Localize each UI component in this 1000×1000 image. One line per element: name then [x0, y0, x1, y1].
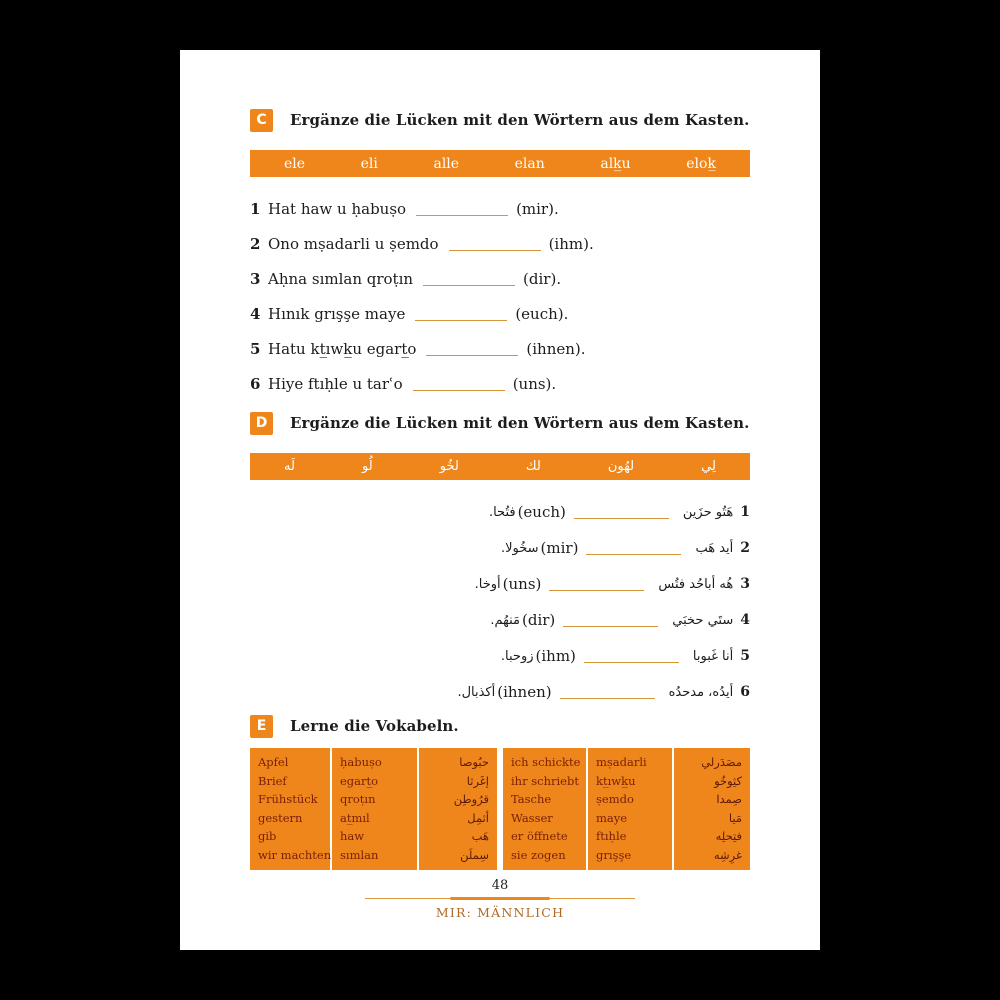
- vocab-entry-syriac: كثِوخُو: [714, 773, 742, 788]
- vocab-entry: at̲mıl: [340, 810, 370, 825]
- vocab-entry: ftıḥle: [596, 829, 627, 843]
- section-e-title: Lerne die Vokabeln.: [290, 717, 459, 735]
- item-syriac-end: سخُولا.: [500, 540, 539, 556]
- box-word: ele: [284, 155, 306, 172]
- vocab-entry: maye: [596, 810, 628, 825]
- vocab-column-script-right: [674, 748, 750, 870]
- item-text: Hiye ftıḥle u tarʿo: [268, 374, 403, 393]
- box-word: elok̲: [686, 155, 716, 172]
- box-word: alk̲u: [600, 155, 631, 172]
- footer-rule-thick: [450, 897, 550, 900]
- item-pronoun: (euch): [517, 503, 566, 521]
- item-syriac-phrase: أيدُه، مدحدُه: [668, 684, 734, 700]
- item-text: Hınık grışşe maye: [268, 304, 406, 323]
- item-text: Ono mṣadarli u ṣemdo: [268, 234, 439, 253]
- item-number: 3: [740, 576, 750, 592]
- box-word-syriac: لُو: [362, 459, 373, 474]
- item-syriac-end: أكذبال.: [457, 684, 496, 700]
- exercise-item: [250, 226, 750, 261]
- section-c-word-box: [250, 150, 750, 177]
- vocab-entry: wir machten: [258, 847, 332, 862]
- item-number: 1: [740, 504, 750, 520]
- box-word: alle: [433, 155, 460, 172]
- answer-blank: [549, 577, 644, 591]
- vocab-entry: mṣadarli: [596, 755, 647, 769]
- item-number: 6: [250, 374, 261, 393]
- vocab-entry-syriac: هَب: [471, 829, 489, 843]
- vocab-entry-syriac: قرُوطِن: [453, 792, 489, 806]
- vocab-entry: gestern: [258, 810, 303, 825]
- item-syriac-end: مَنهُم.: [490, 612, 520, 628]
- vocab-entry-syriac: إغَرثا: [466, 773, 489, 788]
- vocab-entry-syriac: غرِشِه: [713, 847, 742, 862]
- vocab-entry: sie zogen: [511, 847, 566, 862]
- vocab-entry: Apfel: [258, 755, 289, 769]
- vocab-entry: Tasche: [511, 792, 552, 806]
- item-pronoun: (uns).: [512, 374, 557, 393]
- answer-blank: [415, 307, 507, 321]
- page-content: [250, 50, 750, 920]
- item-number: 4: [250, 304, 261, 323]
- section-d-header: [250, 411, 750, 435]
- answer-blank: [423, 272, 515, 286]
- vocab-entry: Brief: [258, 773, 287, 788]
- item-syriac-end: زوحبا.: [500, 648, 534, 664]
- vocab-column-script-left: [419, 748, 497, 870]
- vocab-column-translit-left: [332, 748, 417, 870]
- section-c-badge: C: [250, 109, 273, 132]
- exercise-item: [250, 261, 750, 296]
- item-number: 4: [740, 612, 750, 628]
- item-number: 6: [740, 684, 750, 700]
- section-c-exercises: [250, 191, 750, 401]
- item-number: 5: [740, 648, 750, 664]
- exercise-item: [250, 366, 750, 401]
- item-number: 3: [250, 269, 261, 288]
- item-pronoun: (ihm): [535, 647, 576, 665]
- page-footer: [250, 878, 750, 920]
- section-d-exercises: [250, 494, 750, 710]
- item-pronoun: (dir): [521, 611, 556, 629]
- exercise-item-rtl: [250, 674, 750, 710]
- vocab-entry: ihr schriebt: [511, 773, 579, 788]
- exercise-item-rtl: [250, 638, 750, 674]
- vocab-entry-syriac: مَيا: [728, 810, 742, 825]
- vocab-entry: grışşe: [596, 847, 632, 862]
- section-c-header: [250, 108, 750, 132]
- answer-blank: [413, 377, 505, 391]
- vocab-entry: ṣemdo: [596, 792, 634, 806]
- item-text: Hatu kt̲ıwk̲u egart̲o: [268, 339, 417, 358]
- item-pronoun: (dir).: [523, 269, 562, 288]
- page-number: 48: [491, 878, 509, 893]
- answer-blank: [584, 649, 679, 663]
- item-syriac-end: أوخا.: [474, 576, 501, 592]
- exercise-item-rtl: [250, 602, 750, 638]
- vocab-entry: egart̲o: [340, 773, 379, 788]
- exercise-item: [250, 191, 750, 226]
- vocab-entry-syriac: صِمدا: [716, 792, 742, 806]
- vocabulary-table: [250, 748, 750, 870]
- box-word-syriac: لِي: [701, 459, 716, 474]
- vocab-entry-syriac: فتِحلِه: [715, 829, 742, 843]
- vocab-entry-syriac: مصَدَرلي: [701, 755, 742, 769]
- vocab-entry: haw: [340, 829, 365, 843]
- vocab-entry: sımlan: [340, 847, 379, 862]
- vocab-entry-syriac: أثمِل: [467, 810, 489, 825]
- section-e-badge: E: [250, 715, 273, 738]
- item-syriac-phrase: ستَي حخبَي: [672, 612, 734, 628]
- item-pronoun: (uns): [502, 575, 542, 593]
- answer-blank: [416, 202, 508, 216]
- item-syriac-phrase: هَتُو حزَين: [682, 504, 734, 520]
- item-syriac-phrase: أنا غَبوبا: [692, 648, 734, 664]
- item-number: 2: [740, 540, 750, 556]
- item-number: 2: [250, 234, 261, 253]
- box-word-syriac: لخُو: [439, 459, 459, 474]
- item-text: Hat haw u ḥabuṣo: [268, 199, 407, 218]
- section-e-header: [250, 714, 750, 738]
- vocab-entry: ich schickte: [511, 755, 581, 769]
- vocab-column-translit-right: [588, 748, 672, 870]
- item-text: Aḥna sımlan qroṭın: [268, 269, 414, 288]
- box-word: eli: [360, 155, 378, 172]
- section-c-title: Ergänze die Lücken mit den Wörtern aus dem Kasten.: [290, 111, 750, 129]
- vocab-entry-syriac: حبُوصا: [459, 755, 489, 769]
- vocab-entry: er öffnete: [511, 829, 568, 843]
- box-word-syriac: لَه: [284, 459, 295, 474]
- item-syriac-phrase: أيد هَب: [695, 540, 734, 556]
- item-pronoun: (ihnen): [497, 683, 552, 701]
- answer-blank: [560, 685, 655, 699]
- item-syriac-end: فتُحا.: [488, 504, 516, 520]
- item-pronoun: (mir).: [516, 199, 559, 218]
- exercise-item-rtl: [250, 494, 750, 530]
- chapter-title: MIR: MÄNNLICH: [435, 905, 565, 920]
- box-word: elan: [514, 155, 545, 172]
- vocab-column-german-left: [250, 748, 330, 870]
- answer-blank: [426, 342, 518, 356]
- box-word-syriac: لهُون: [607, 459, 635, 474]
- item-number: 1: [250, 199, 261, 218]
- section-d-title: Ergänze die Lücken mit den Wörtern aus dem Kasten.: [290, 414, 750, 432]
- answer-blank: [574, 505, 669, 519]
- vocab-entry: Wasser: [511, 810, 553, 825]
- exercise-item-rtl: [250, 530, 750, 566]
- vocab-entry: qroṭın: [340, 792, 376, 806]
- item-pronoun: (mir): [540, 539, 579, 557]
- exercise-item-rtl: [250, 566, 750, 602]
- exercise-item: [250, 296, 750, 331]
- answer-blank: [449, 237, 541, 251]
- item-pronoun: (ihm).: [548, 234, 594, 253]
- item-pronoun: (euch).: [515, 304, 569, 323]
- footer-rule: [365, 897, 635, 900]
- box-word-syriac: لك: [525, 459, 541, 474]
- answer-blank: [586, 541, 681, 555]
- item-syriac-phrase: هُه أباحُد فتُس: [658, 576, 734, 592]
- vocab-entry: ḥabuṣo: [340, 755, 382, 769]
- section-d-word-box: [250, 453, 750, 480]
- vocab-entry: kt̲ıwk̲u: [596, 773, 636, 788]
- answer-blank: [563, 613, 658, 627]
- item-pronoun: (ihnen).: [526, 339, 586, 358]
- book-page: [180, 50, 820, 950]
- exercise-item: [250, 331, 750, 366]
- vocab-entry: Frühstück: [258, 792, 318, 806]
- item-number: 5: [250, 339, 261, 358]
- section-d-badge: D: [250, 412, 273, 435]
- vocab-column-german-right: [503, 748, 586, 870]
- vocab-entry-syriac: سِملَن: [460, 847, 489, 862]
- vocab-entry: gib: [258, 829, 277, 843]
